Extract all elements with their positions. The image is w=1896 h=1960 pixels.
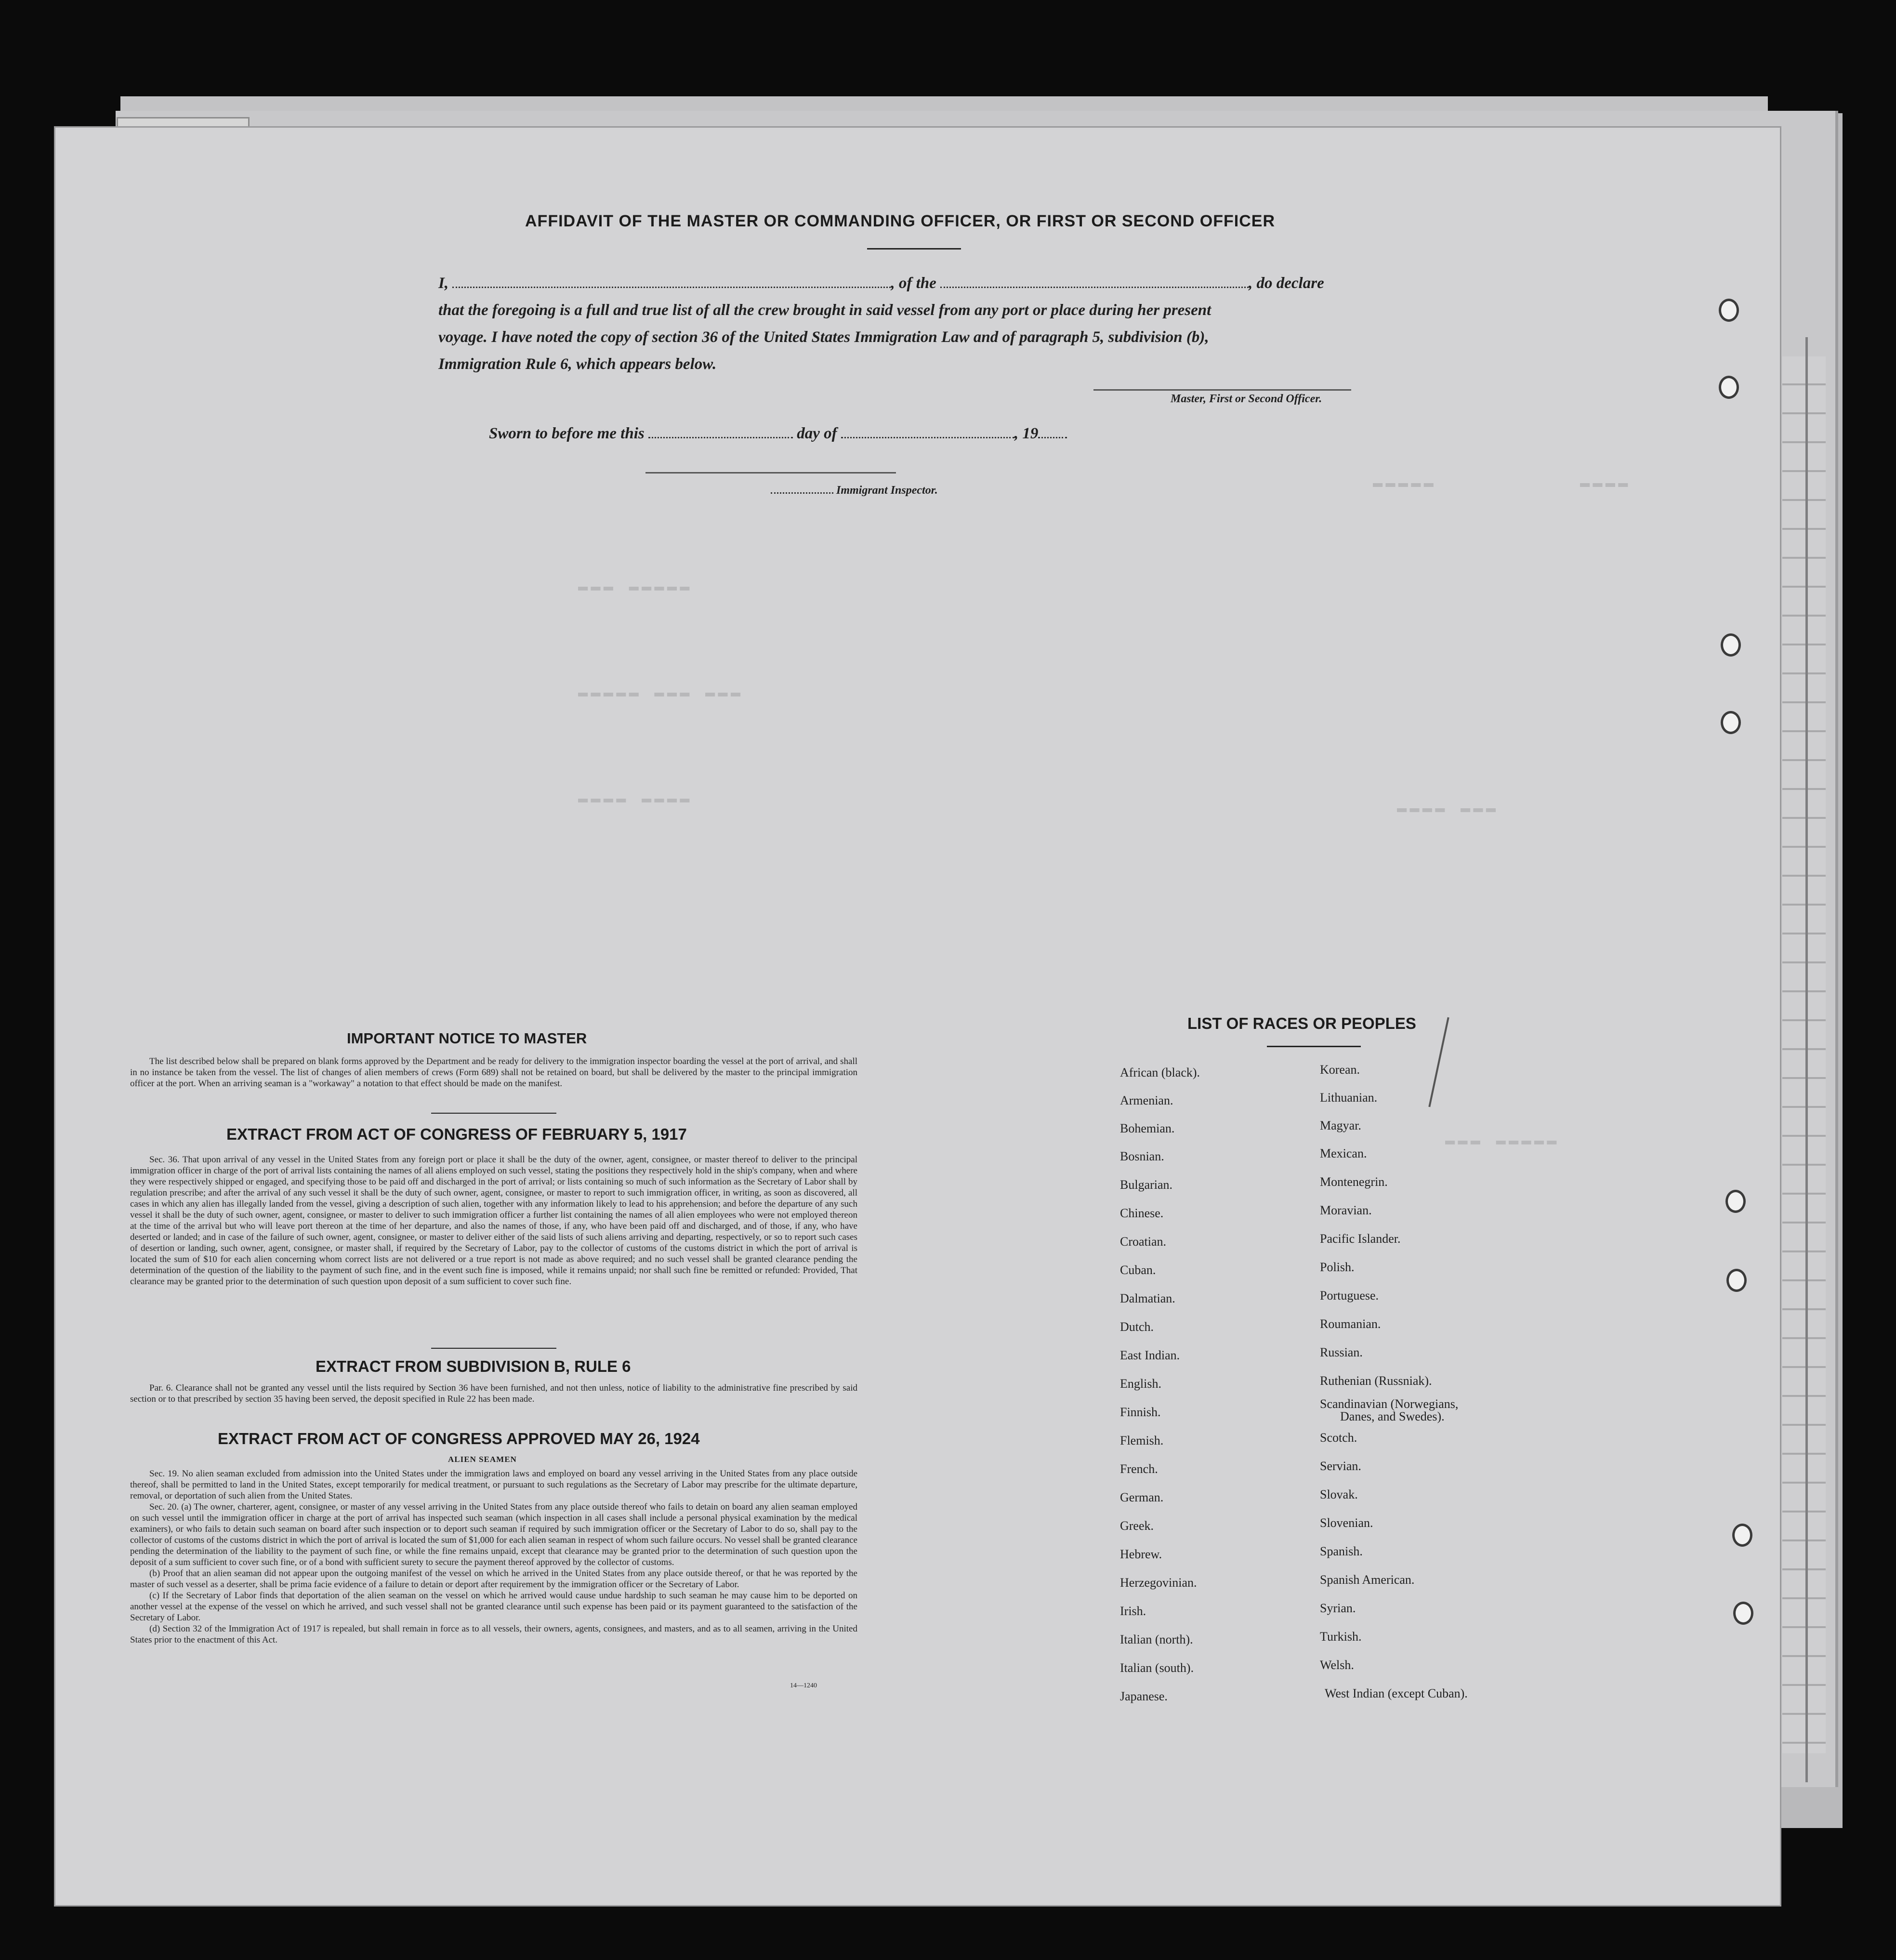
declaration-line-4: Immigration Rule 6, which appears below. xyxy=(438,355,717,373)
declaration-line-2: that the foregoing is a full and true list of all the crew brought in said vessel from any port or place during her present xyxy=(438,302,1211,319)
race-item: Scandinavian (Norwegians, xyxy=(1320,1397,1459,1411)
punch-hole-icon xyxy=(1733,1602,1753,1625)
bleed-through-mark: ▬▬▬ ▬▬▬▬▬ xyxy=(578,578,693,596)
punch-hole-icon xyxy=(1726,1269,1747,1292)
race-item: Greek. xyxy=(1120,1519,1154,1533)
punch-hole-icon xyxy=(1721,711,1741,734)
punch-hole-icon xyxy=(1719,376,1739,399)
section-20b-paragraph: (b) Proof that an alien seaman did not appear upon the outgoing manifest of the vessel on which he arrived in the United States from any place outside thereof, or that he was reported by the master of such vessel as a deserter, shall be prima facie evidence of a failure to detain or deport after requirement by the immigration officer or the Secretary of Labor. xyxy=(130,1568,857,1590)
sheet-edge xyxy=(1805,337,1808,1782)
race-item: Welsh. xyxy=(1320,1658,1354,1672)
race-item: Flemish. xyxy=(1120,1434,1164,1447)
declaration-line-3: voyage. I have noted the copy of section 36 of the United States Immigration Law and of paragraph 5, subdivision (b), xyxy=(438,329,1209,346)
race-item: Bulgarian. xyxy=(1120,1178,1173,1192)
declaration-line-1 xyxy=(438,270,1392,297)
race-item: Korean. xyxy=(1320,1063,1360,1077)
inspector-label: Immigrant Inspector. xyxy=(836,484,938,497)
race-item: Magyar. xyxy=(1320,1118,1361,1132)
signature-label: Master, First or Second Officer. xyxy=(1171,393,1322,405)
race-item: Montenegrin. xyxy=(1320,1175,1388,1189)
race-item: African (black). xyxy=(1120,1066,1200,1079)
extract-1924-body xyxy=(130,1468,857,1645)
race-item: Cuban. xyxy=(1120,1263,1156,1277)
race-item: Spanish American. xyxy=(1320,1573,1415,1587)
race-item: Hebrew. xyxy=(1120,1547,1162,1561)
race-item: Italian (north). xyxy=(1120,1632,1193,1646)
section-20c-paragraph: (c) If the Secretary of Labor finds that deportation of the alien seaman on the vessel on which he arrived would cause undue hardship to such seaman he may cause him to be deported on another vessel at the expense of the vessel on which he arrived, and such vessel shall not be granted clearance until such expense has been paid or its payment guaranteed to the satisfaction of the Secretary of Labor. xyxy=(130,1591,857,1623)
race-item: Slovak. xyxy=(1320,1487,1358,1501)
race-item: Chinese. xyxy=(1120,1206,1164,1220)
name-blank[interactable] xyxy=(452,275,891,288)
punch-hole-icon xyxy=(1732,1524,1752,1547)
extract-rule6-title: EXTRACT FROM SUBDIVISION B, RULE 6 xyxy=(316,1357,631,1375)
race-item: Bosnian. xyxy=(1120,1149,1164,1163)
race-item: East Indian. xyxy=(1120,1348,1180,1362)
paragraph-6: Par. 6. Clearance shall not be granted any vessel until the lists required by Section 36 have been furnished, and not then unless, notice of liability to the administrative fine prescribed by said section or to that prescribed by section 35 having been served, the deposit specified in Rule 22 has been made. xyxy=(130,1383,857,1404)
year-blank[interactable] xyxy=(1038,425,1067,438)
race-item: Portuguese. xyxy=(1320,1289,1379,1302)
race-item: Slovenian. xyxy=(1320,1516,1373,1530)
punch-hole-icon xyxy=(1719,299,1739,322)
punch-hole-icon xyxy=(1721,633,1741,657)
declaration-of-the: , of the xyxy=(891,275,936,292)
title-rule xyxy=(867,248,961,250)
month-blank[interactable] xyxy=(841,425,1014,438)
bleed-through-mark: ▬▬▬▬ xyxy=(1580,474,1631,493)
bleed-through-mark: ▬▬▬▬ ▬▬▬ xyxy=(1397,800,1499,818)
punch-hole-icon xyxy=(1725,1190,1746,1213)
race-item: Lithuanian. xyxy=(1320,1091,1378,1105)
sworn-text: Sworn to before me this xyxy=(489,425,645,442)
race-item: Croatian. xyxy=(1120,1235,1167,1249)
affidavit-title: AFFIDAVIT OF THE MASTER OR COMMANDING OFFICER, OR FIRST OR SECOND OFFICER xyxy=(525,212,1275,230)
race-item: English. xyxy=(1120,1377,1161,1391)
race-item: Herzegovinian. xyxy=(1120,1576,1197,1590)
day-blank[interactable] xyxy=(648,425,793,438)
notice-paragraph: The list described below shall be prepared on blank forms approved by the Department and be ready for delivery to the immigration inspector boarding the vessel at the port of arrival, and shall in no instance be taken from the vessel. The list of changes of alien members of crews (Form 689) shall not be retained on board, but shall be delivered by the master to the principal immigration officer at the port. When an arriving seaman is a "workaway" a notation to that effect should be made on the manifest. xyxy=(130,1056,857,1089)
race-item: Turkish. xyxy=(1320,1630,1362,1644)
race-item: Spanish. xyxy=(1320,1544,1363,1558)
declaration-do-declare: , do declare xyxy=(1249,275,1324,292)
section-36-paragraph: Sec. 36. That upon arrival of any vessel in the United States from any foreign port or place it shall be the duty of the owner, agent, consignee, or master thereof to deliver to the principal immigration officer in charge of the port of arrival lists containing the names of all aliens employed on such vessel, stating the positions they respectively hold in the ship's company, when and where they were respectively shipped or engaged, and specifying those to be paid off and discharged in the port of arrival; or lists containing so much of such information as the Secretary of Labor shall by regulation prescribe; and after the arrival of any such vessel it shall be the duty of such owner, agent, consignee, or master to report to such immigration officer, in writing, as soon as discovered, all cases in which any alien has illegally landed from the vessel, giving a description of such alien, together with any information likely to lead to his apprehension; and before the departure of any such vessel it shall be the duty of such owner, agent, consignee, or master to deliver to such immigration officer a further list containing the names of all alien employees who were not employed thereon at the time of the arrival but who will leave port thereon at the time of her departure, and also the names of those, if any, who have been paid off and discharged, and of those, if any, who have deserted or landed; and in case of the failure of such owner, agent, consignee, or master to deliver either of the said lists of such aliens arriving and departing, respectively, or so to report such cases of desertion or landing, such owner, agent, consignee, or master shall, if required by the Secretary of Labor, pay to the collector of customs of the customs district in which the port of arrival is located the sum of $10 for each alien concerning whom correct lists are not delivered or a true report is not made as above required; and no such vessel shall be granted clearance pending the determination of the question of the liability to the payment of such fine, and in the event such fine is imposed, while it remains unpaid; nor shall such fine be remitted or refunded: Provided, That clearance may be granted prior to the determination of such question upon deposit of a sum sufficient to cover such fine. xyxy=(130,1155,857,1287)
race-item: Japanese. xyxy=(1120,1689,1168,1703)
extract-1924-title: EXTRACT FROM ACT OF CONGRESS APPROVED MAY 26, 1924 xyxy=(218,1430,700,1447)
section-20d-paragraph: (d) Section 32 of the Immigration Act of 1917 is repealed, but shall remain in force as to all vessels, their owners, agents, consignees, and masters, and as to all seamen, arriving in the United States prior to the enactment of this Act. xyxy=(130,1624,857,1645)
race-item: French. xyxy=(1120,1462,1158,1476)
form-number: 14—1240 xyxy=(790,1682,817,1689)
race-item: Syrian. xyxy=(1320,1601,1356,1615)
race-item: Scotch. xyxy=(1320,1431,1357,1445)
race-item: Finnish. xyxy=(1120,1405,1161,1419)
race-item: Servian. xyxy=(1320,1459,1361,1473)
vessel-blank[interactable] xyxy=(940,275,1249,288)
notice-title: IMPORTANT NOTICE TO MASTER xyxy=(347,1030,587,1047)
race-item: Dalmatian. xyxy=(1120,1291,1175,1305)
race-item: Danes, and Swedes). xyxy=(1340,1409,1445,1423)
races-title-rule xyxy=(1267,1046,1361,1047)
declaration-i: I, xyxy=(438,275,449,292)
bleed-through-mark: ▬▬▬▬ ▬▬▬▬ xyxy=(578,790,693,808)
section-divider xyxy=(431,1113,556,1114)
race-item: Italian (south). xyxy=(1120,1661,1194,1675)
inspector-blank xyxy=(771,486,833,494)
inspector-line xyxy=(771,477,1060,504)
race-item: German. xyxy=(1120,1490,1164,1504)
race-item: Dutch. xyxy=(1120,1320,1154,1334)
extract-1917-body xyxy=(130,1154,857,1287)
section-20a-paragraph: Sec. 20. (a) The owner, charterer, agent, consignee, or master of any vessel arriving in the United States from any place outside thereof who fails to detain on board any alien seaman employed on such vessel until the immigration officer in charge at the port of arrival has inspected such seaman (which inspection in all cases shall include a personal physical examination by the medical examiners), or who fails to detain such seaman on board after such inspection or to deport such seaman if required by such immigration officer or the Secretary of Labor to do so, shall pay to the collector of customs of the customs district in which the port of arrival is located the sum of $1,000 for each alien seaman in respect of whom such failure occurs. No vessel shall be granted clearance pending the determination of the liability to the payment of such fine, or while the fine remains unpaid, except that clearance may be granted prior to the determination of such question upon the deposit of a sum sufficient to cover such fine, or of a bond with sufficient surety to secure the payment thereof approved by the collector of customs. xyxy=(130,1502,857,1567)
race-item: Polish. xyxy=(1320,1260,1355,1274)
sworn-line xyxy=(489,420,1163,447)
year-prefix: , 19 xyxy=(1014,425,1039,442)
race-item: Pacific Islander. xyxy=(1320,1232,1401,1246)
race-item: Russian. xyxy=(1320,1345,1363,1359)
bleed-through-mark: ▬▬▬▬▬ xyxy=(1373,474,1437,493)
bleed-through-mark: ▬▬▬ ▬▬▬▬▬ xyxy=(1445,1132,1560,1150)
race-item: Mexican. xyxy=(1320,1146,1367,1160)
ruled-margin-strip xyxy=(1782,356,1826,1753)
bleed-through-mark: ▬▬▬▬▬ ▬▬▬ ▬▬▬ xyxy=(578,684,744,702)
race-item: Bohemian. xyxy=(1120,1121,1175,1135)
race-item: Roumanian. xyxy=(1320,1317,1381,1331)
day-of-text: day of xyxy=(797,425,837,442)
extract-rule6-body xyxy=(130,1382,857,1405)
races-title: LIST OF RACES OR PEOPLES xyxy=(1187,1014,1416,1032)
section-19-paragraph: Sec. 19. No alien seaman excluded from admission into the United States under the immigration laws and employed on board any vessel arriving in the United States from any place outside thereof, shall be permitted to land in the United States, except temporarily for medical treatment, or pursuant to such regulations as the Secretary of Labor may prescribe for the ultimate departure, removal, or deportation of such alien from the United States. xyxy=(130,1469,857,1501)
extract-1917-title: EXTRACT FROM ACT OF CONGRESS OF FEBRUARY 5, 1917 xyxy=(226,1125,687,1143)
race-item: Ruthenian (Russniak). xyxy=(1320,1374,1432,1388)
race-item: West Indian (except Cuban). xyxy=(1325,1686,1468,1700)
race-item: Irish. xyxy=(1120,1604,1146,1618)
notice-body xyxy=(130,1056,857,1089)
race-item: Moravian. xyxy=(1320,1203,1372,1217)
section-divider xyxy=(431,1348,556,1349)
race-item: Armenian. xyxy=(1120,1093,1173,1107)
inspector-signature-line[interactable] xyxy=(645,472,896,474)
alien-seamen-subtitle: ALIEN SEAMEN xyxy=(448,1455,517,1464)
